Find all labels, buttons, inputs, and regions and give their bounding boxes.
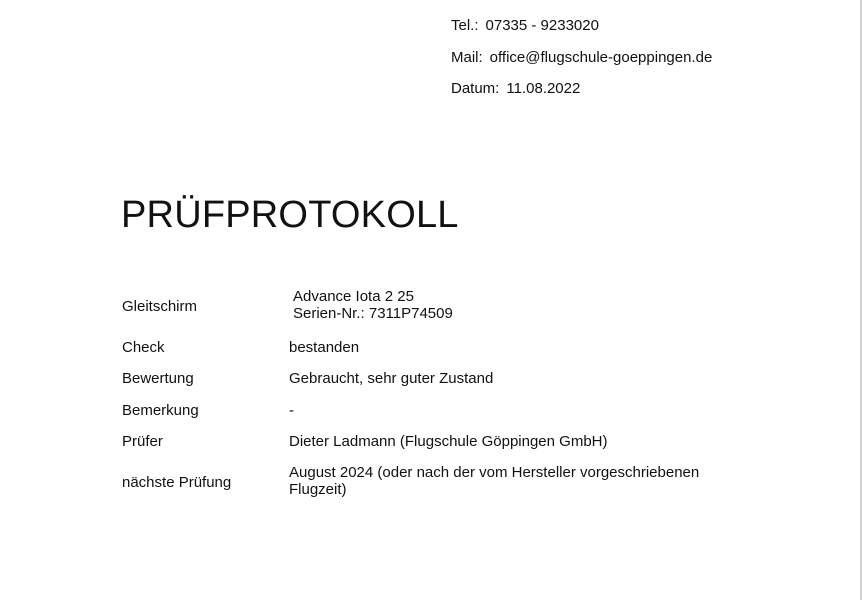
row-naechste-pruefung bbox=[122, 464, 842, 502]
bemerkung-value: - bbox=[289, 402, 294, 419]
mail-value: office@flugschule-goeppingen.de bbox=[489, 48, 713, 66]
gleitschirm-value bbox=[293, 288, 743, 322]
bewertung-value: Gebraucht, sehr guter Zustand bbox=[289, 370, 494, 387]
date-value: 11.08.2022 bbox=[506, 80, 581, 97]
pruefer-value: Dieter Ladmann (Flugschule Göppingen GmbH) bbox=[289, 433, 608, 450]
pruefer-label: Prüfer bbox=[122, 433, 163, 450]
bemerkung-label: Bemerkung bbox=[122, 402, 199, 419]
naechste-pruefung-value: August 2024 (oder nach der vom Hersteller vorgeschriebenen Flugzeit) bbox=[289, 464, 700, 498]
row-gleitschirm bbox=[122, 288, 842, 326]
check-label: Check bbox=[122, 339, 165, 356]
contact-phone bbox=[451, 16, 712, 48]
contact-date bbox=[451, 79, 712, 111]
phone-value: 07335 - 9233020 bbox=[485, 17, 599, 34]
page-title: PRÜFPROTOKOLL bbox=[121, 194, 459, 236]
date-label: Datum: bbox=[451, 80, 500, 97]
gleitschirm-label: Gleitschirm bbox=[122, 298, 198, 315]
check-value: bestanden bbox=[289, 339, 360, 356]
contact-block bbox=[451, 16, 712, 111]
phone-label: Tel.: bbox=[451, 17, 479, 34]
mail-label: Mail: bbox=[451, 48, 483, 66]
contact-mail bbox=[451, 48, 712, 80]
gleitschirm-model: Advance Iota 2 25 bbox=[293, 288, 414, 305]
gleitschirm-serial: Serien-Nr.: 7311P74509 bbox=[293, 305, 453, 322]
bewertung-label: Bewertung bbox=[122, 370, 194, 387]
naechste-pruefung-label: nächste Prüfung bbox=[122, 474, 232, 491]
